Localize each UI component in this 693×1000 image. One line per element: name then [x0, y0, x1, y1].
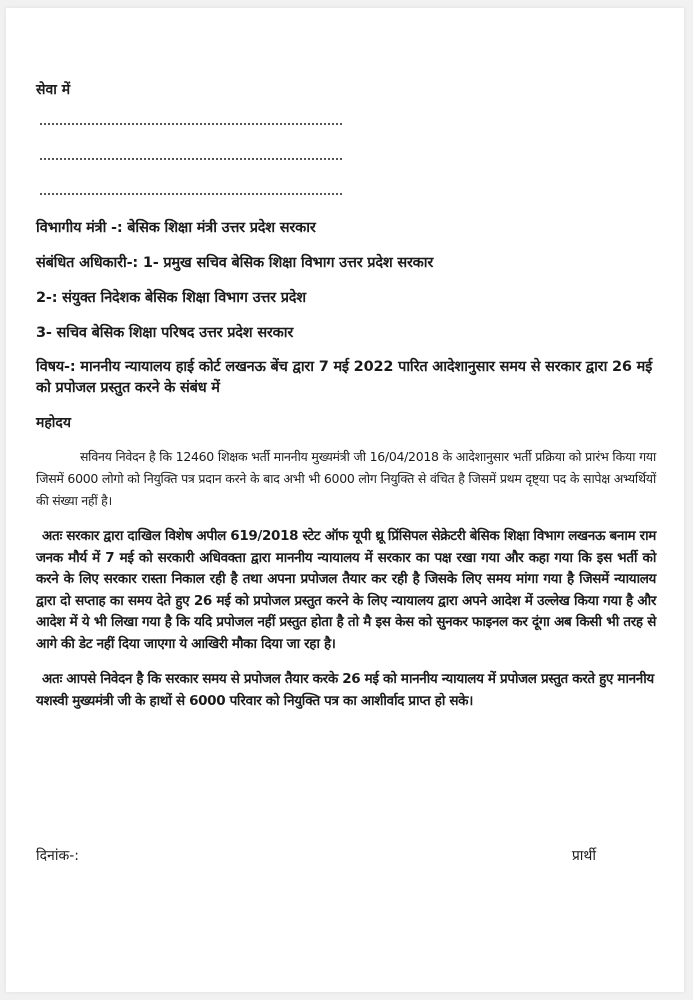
greeting: महोदय — [36, 415, 71, 431]
applicant-label: प्रार्थी — [571, 848, 596, 864]
salutation: सेवा में — [36, 82, 71, 98]
subject-line: विषय-: माननीय न्यायालय हाई कोर्ट लखनऊ बेंच द्वारा 7 मई 2022 पारित आदेशानुसार समय से सरकार द्वारा 26 मई को प्रपोजल प्रस्तुत करने के संबंध में — [36, 359, 653, 396]
related-officer-line: संबंधित अधिकारी-: 1- प्रमुख सचिव बेसिक शिक्षा विभाग उत्तर प्रदेश सरकार — [36, 255, 434, 271]
paragraph-request: अतः आपसे निवेदन है कि सरकार समय से प्रपोजल तैयार करके 26 मई को माननीय न्यायालय में प्रपोजल प्रस्तुत करते हुए माननीय यशस्वी मुख्यमंत्री जी के हाथों से 6000 परिवार को नियुक्ति पत्र का आशीर्वाद प्राप्त हो सके। — [36, 671, 654, 709]
secretary-line: 3- सचिव बेसिक शिक्षा परिषद उत्तर प्रदेश सरकार — [36, 325, 294, 341]
joint-director-line: 2-: संयुक्त निदेशक बेसिक शिक्षा विभाग उत्तर प्रदेश — [36, 290, 306, 306]
paragraph-intro: सविनय निवेदन है कि 12460 शिक्षक भर्ती माननीय मुख्यमंत्री जी 16/04/2018 के आदेशानुसार भर्ती प्रक्रिया को प्रारंभ किया गया जिसमें 6000 लोगो को नियुक्ति पत्र प्रदान करने के बाद अभी भी 6000 लोग नियुक्ति से वंचित है जिसमें प्रथम दृष्ट्या पद के सापेक्ष अभ्यर्थियों की संख्या नहीं है। — [36, 449, 656, 508]
department-minister-line: विभागीय मंत्री -: बेसिक शिक्षा मंत्री उत्तर प्रदेश सरकार — [36, 220, 316, 236]
recipient-line-2 — [40, 156, 342, 160]
paragraph-appeal-details: अतः सरकार द्वारा दाखिल विशेष अपील 619/2018 स्टेट ऑफ यूपी थ्रू प्रिंसिपल सेक्रेटरी बेसिक शिक्षा विभाग लखनऊ बनाम राम जनक मौर्य में 7 मई को सरकारी अधिवक्ता द्वारा माननीय न्यायालय में सरकार का पक्ष रखा गया और कहा गया कि इस भर्ती को करने के लिए सरकार रास्ता निकाल रही है तथा अपना प्रपोजल तैयार कर रही है जिसके लिए समय मांगा गया है जिसमें न्यायालय द्वारा दो सप्ताह का समय देते हुए 26 मई को प्रपोजल प्रस्तुत करने के लिए न्यायालय द्वारा अपने आदेश में उल्लेख किया गया है और आदेश में ये भी लिखा गया है कि यदि प्रपोजल नहीं प्रस्तुत होता है तो मै इस केस को सुनकर फाइनल कर दूंगा अब किसी भी तरह से आगे की डेट नहीं दिया जाएगा ये आखिरी मौका दिया जा रहा है। — [36, 528, 656, 652]
letter-body — [36, 80, 656, 712]
date-label: दिनांक-: — [36, 848, 79, 864]
document-page — [6, 8, 684, 992]
recipient-line-3 — [40, 191, 342, 195]
recipient-line-1 — [40, 121, 342, 125]
